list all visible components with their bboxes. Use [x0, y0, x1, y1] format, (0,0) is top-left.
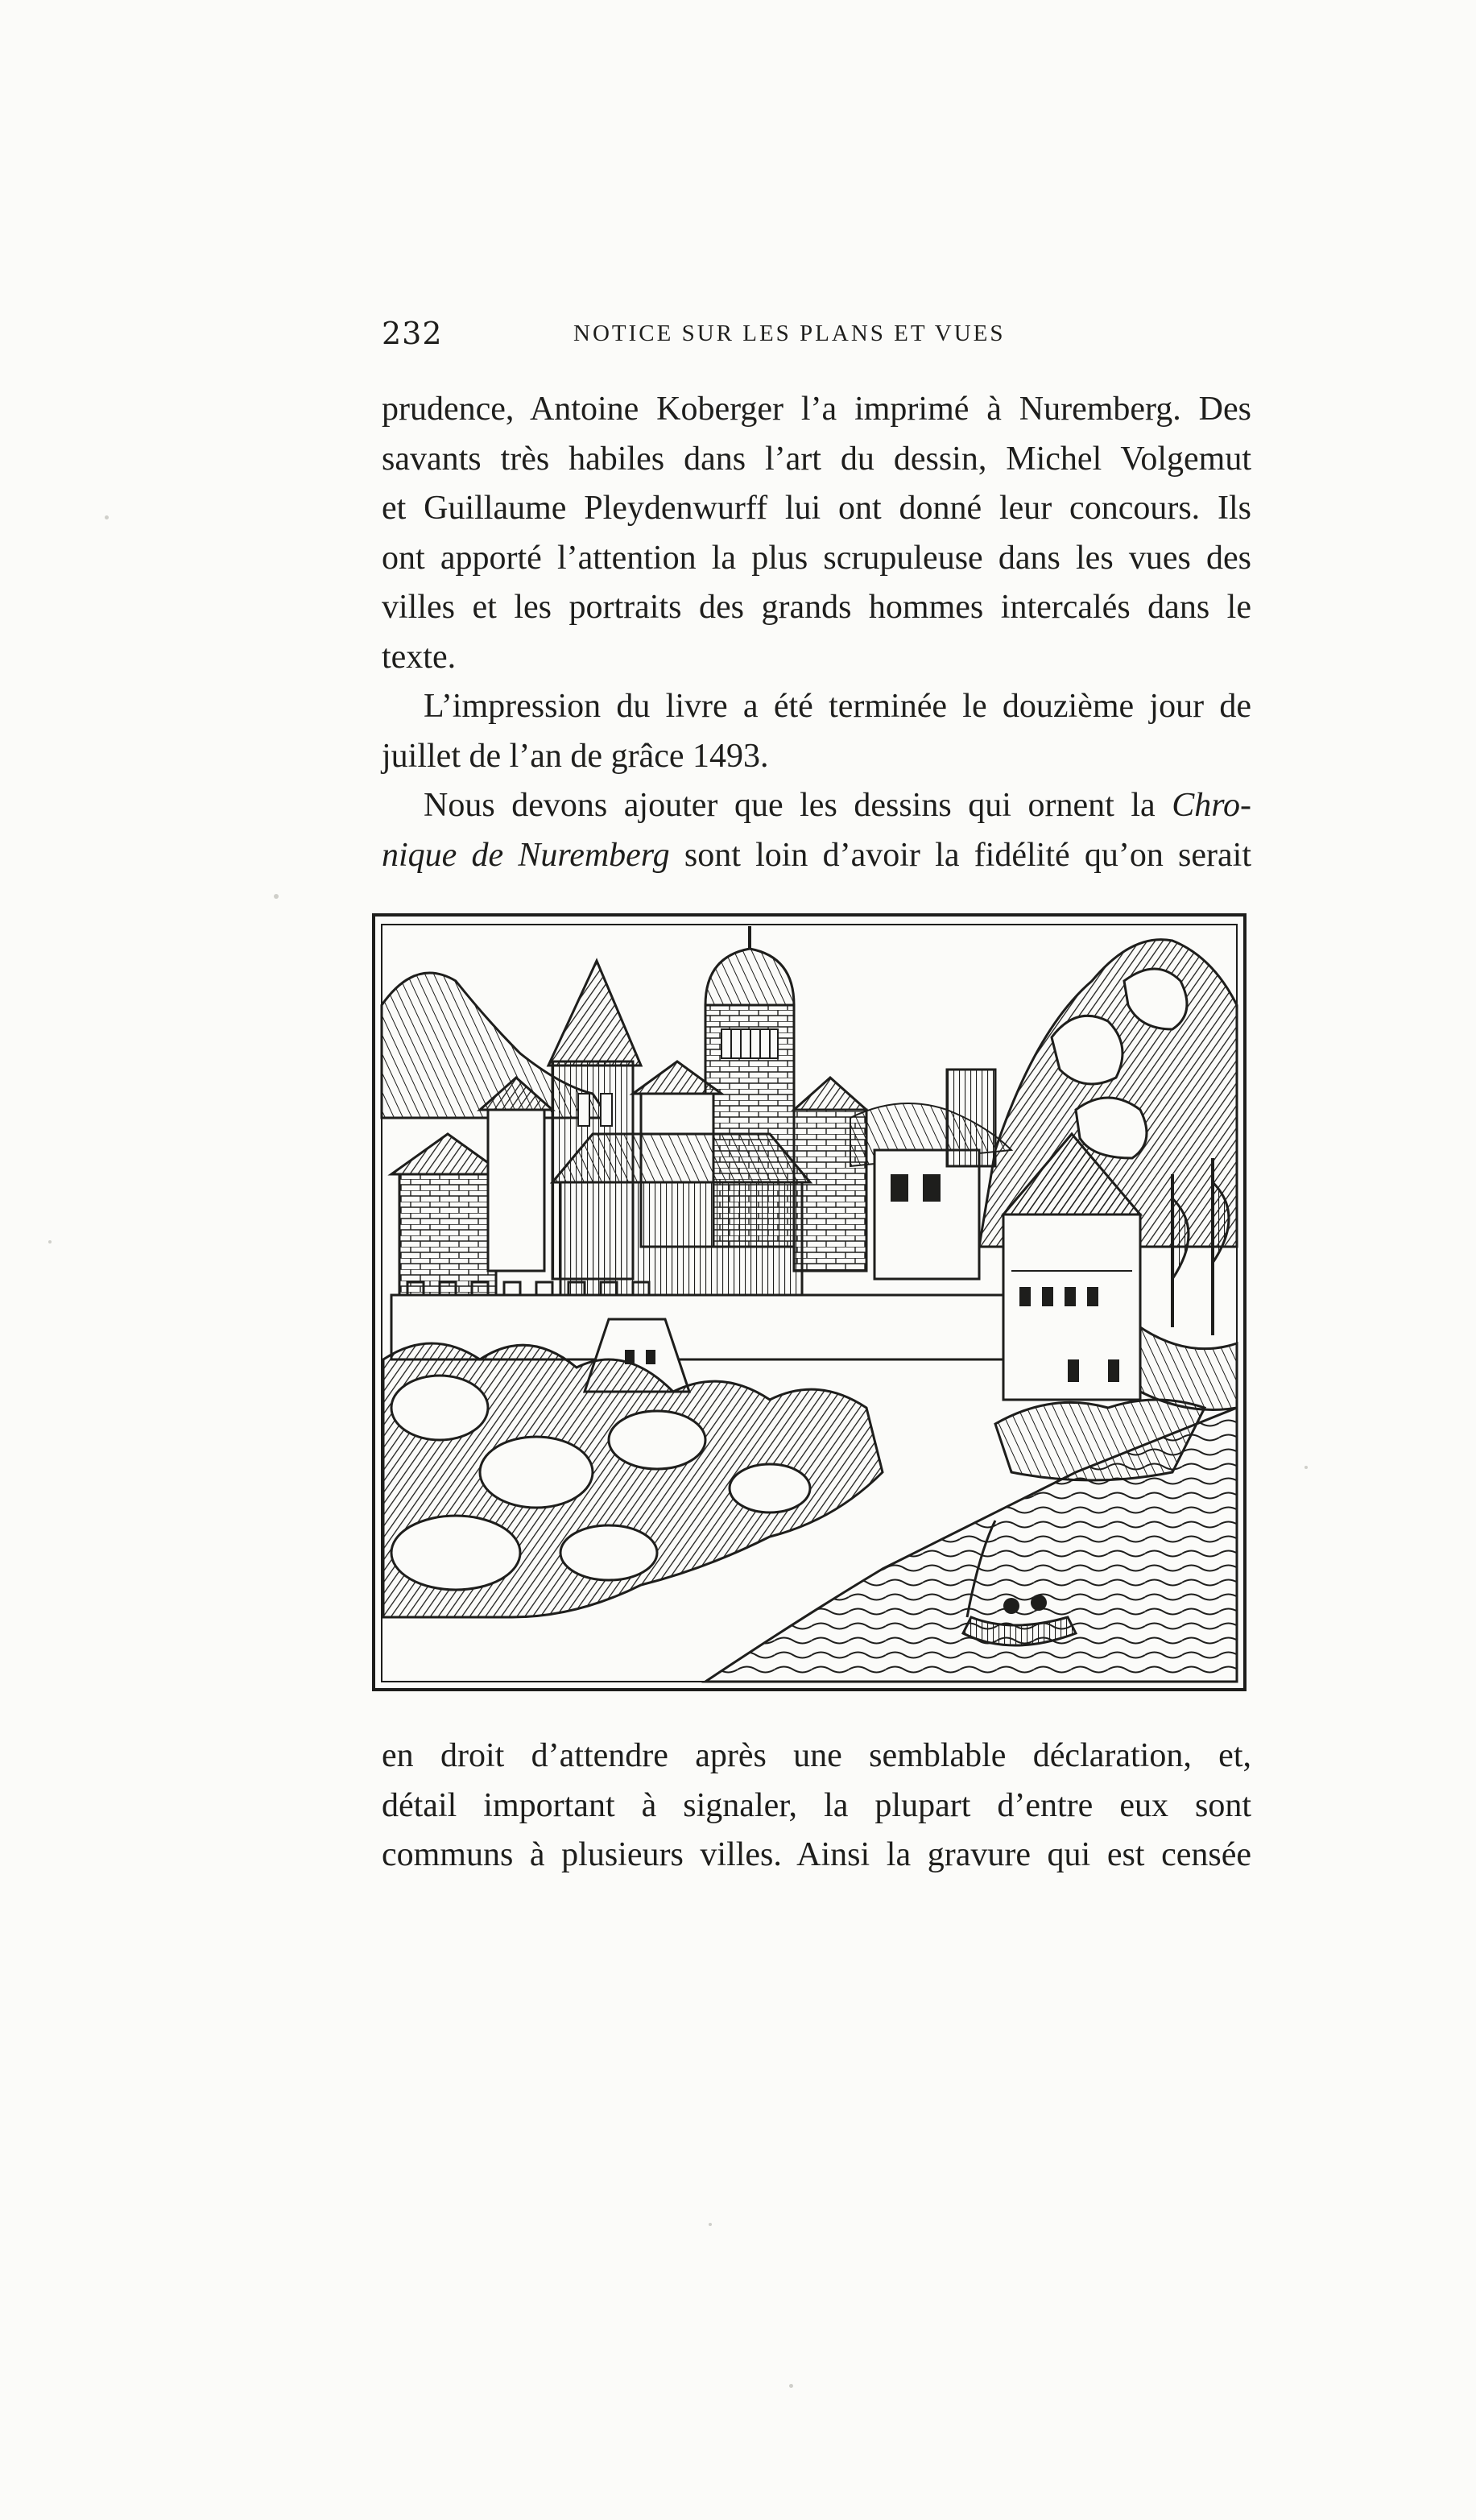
page-header: [382, 316, 1251, 364]
body-text-top: [382, 385, 1251, 880]
text-line: savants très habiles dans l’art du dessin, Michel Volgemut: [382, 440, 1251, 478]
text-line-mixed: [382, 781, 1251, 831]
text-line: en droit d’attendre après une semblable déclaration, et,: [382, 1737, 1251, 1774]
text-run: sont loin d’avoir la fidélité qu’on serait: [684, 836, 1252, 874]
text-run: Nous devons ajouter que les dessins qui ornent la: [424, 787, 1156, 824]
book-title-italic: Chro-: [1172, 787, 1252, 824]
page-number: 232: [382, 316, 443, 351]
text-line: détail important à signaler, la plupart d’entre eux sont: [382, 1786, 1251, 1824]
book-title-italic: nique de Nuremberg: [382, 836, 670, 874]
text-line: communs à plusieurs villes. Ainsi la gravure qui est censée: [382, 1836, 1251, 1873]
paper-speck: [105, 515, 109, 519]
text-line-mixed: [382, 831, 1251, 881]
text-line: juillet de l’an de grâce 1493.: [382, 737, 769, 775]
paper-speck: [274, 894, 279, 899]
text-line: ont apporté l’attention la plus scrupuleuse dans les vues des: [382, 539, 1251, 577]
text-line: et Guillaume Pleydenwurff lui ont donné leur concours. Ils: [382, 490, 1251, 527]
body-text-bottom: [382, 1732, 1251, 1881]
paper-speck: [1304, 1466, 1308, 1469]
woodcut-illustration: [367, 908, 1253, 1699]
paper-speck: [48, 1240, 52, 1243]
paper-speck: [709, 2223, 712, 2226]
text-line: villes et les portraits des grands hommes intercalés dans le: [382, 589, 1251, 626]
running-title: NOTICE SUR LES PLANS ET VUES: [573, 321, 1006, 346]
paper-speck: [789, 2384, 793, 2388]
text-line: L’impression du livre a été terminée le douzième jour de: [424, 688, 1251, 725]
text-line: prudence, Antoine Koberger l’a imprimé à Nuremberg. Des: [382, 391, 1251, 428]
text-line: texte.: [382, 638, 457, 676]
